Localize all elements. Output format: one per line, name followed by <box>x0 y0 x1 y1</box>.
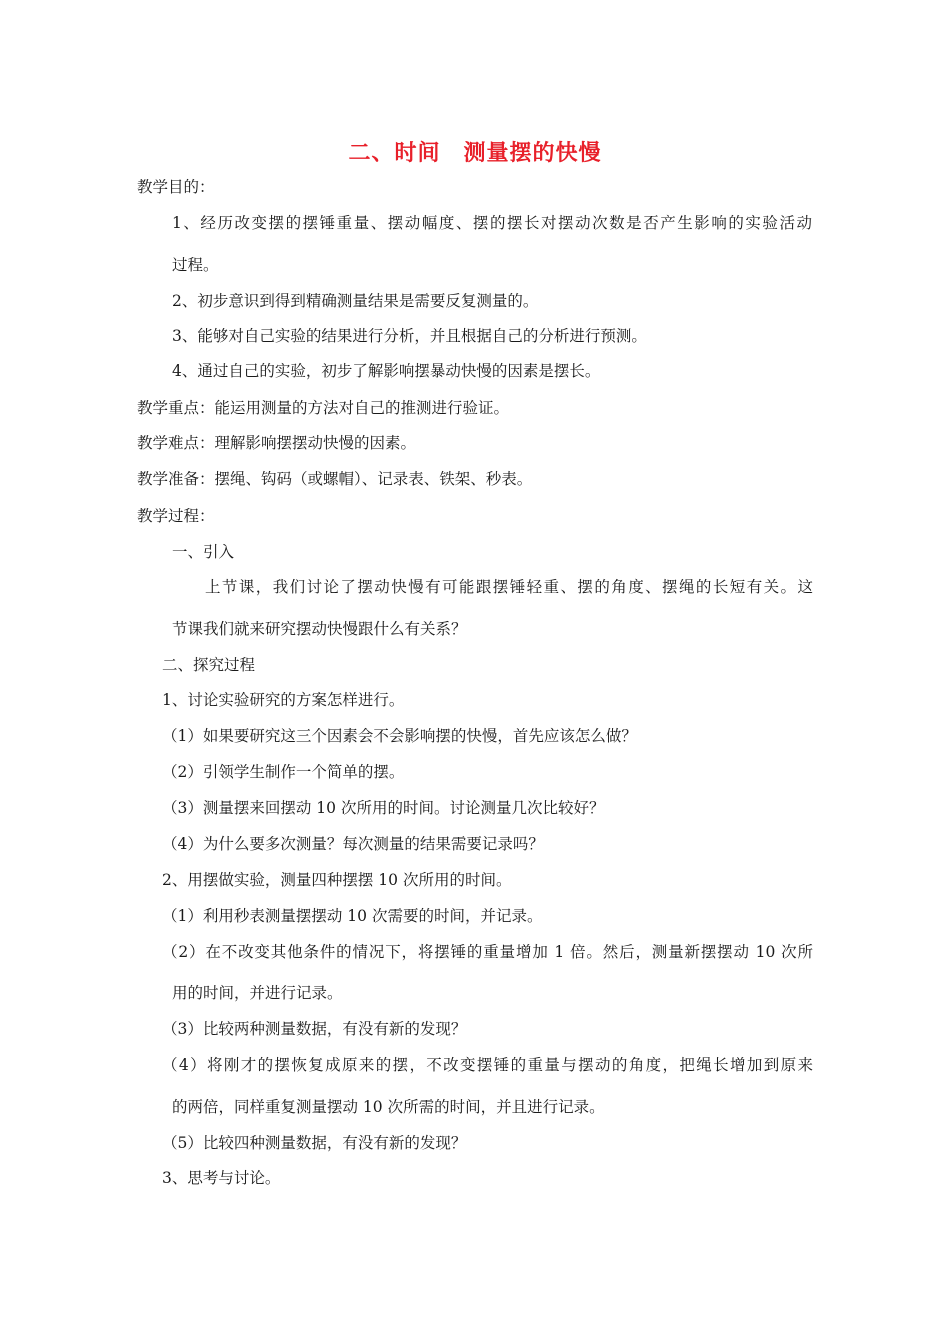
text-line: 教学准备：摆绳、钩码（或螺帽）、记录表、铁架、秒表。 <box>137 470 533 488</box>
text-line: 一、引入 <box>172 543 235 561</box>
text-line: 上节课，我们讨论了摆动快慢有可能跟摆锤轻重、摆的角度、摆绳的长短有关。这 <box>205 578 813 596</box>
text-line: 教学过程： <box>137 507 215 525</box>
text-line: 教学重点：能运用测量的方法对自己的推测进行验证。 <box>137 399 510 417</box>
text-line: （2）在不改变其他条件的情况下，将摆锤的重量增加 1 倍。然后，测量新摆摆动 10 次所 <box>162 943 813 961</box>
text-line: （3）测量摆来回摆动 10 次所用的时间。讨论测量几次比较好？ <box>162 799 605 817</box>
text-line: 1、讨论实验研究的方案怎样进行。 <box>162 691 405 709</box>
document-title: 二、时间 测量摆的快慢 <box>348 141 602 166</box>
text-line: （4）为什么要多次测量？每次测量的结果需要记录吗？ <box>162 835 544 853</box>
text-line: （1）如果要研究这三个因素会不会影响摆的快慢，首先应该怎么做？ <box>162 727 637 745</box>
text-line: 的两倍，同样重复测量摆动 10 次所需的时间，并且进行记录。 <box>172 1098 605 1116</box>
text-line: （5）比较四种测量数据，有没有新的发现？ <box>162 1134 467 1152</box>
text-line: 2、初步意识到得到精确测量结果是需要反复测量的。 <box>172 292 539 310</box>
text-line: 4、通过自己的实验，初步了解影响摆暴动快慢的因素是摆长。 <box>172 362 601 380</box>
text-line: （2）引领学生制作一个简单的摆。 <box>162 763 405 781</box>
text-line: 3、思考与讨论。 <box>162 1169 281 1187</box>
text-line: 教学难点：理解影响摆摆动快慢的因素。 <box>137 434 417 452</box>
text-line: （1）利用秒表测量摆摆动 10 次需要的时间，并记录。 <box>162 907 543 925</box>
text-line: （3）比较两种测量数据，有没有新的发现？ <box>162 1020 467 1038</box>
text-line: 2、用摆做实验，测量四种摆摆 10 次所用的时间。 <box>162 871 512 889</box>
text-line: （4）将刚才的摆恢复成原来的摆，不改变摆锤的重量与摆动的角度，把绳长增加到原来 <box>162 1056 813 1074</box>
text-line: 二、探究过程 <box>162 656 256 674</box>
text-line: 用的时间，并进行记录。 <box>172 984 343 1002</box>
text-line: 过程。 <box>172 256 219 274</box>
text-line: 1、经历改变摆的摆锤重量、摆动幅度、摆的摆长对摆动次数是否产生影响的实验活动 <box>172 214 812 232</box>
text-line: 3、能够对自己实验的结果进行分析，并且根据自己的分析进行预测。 <box>172 327 647 345</box>
text-line: 节课我们就来研究摆动快慢跟什么有关系？ <box>172 620 467 638</box>
text-line: 教学目的： <box>137 178 215 196</box>
